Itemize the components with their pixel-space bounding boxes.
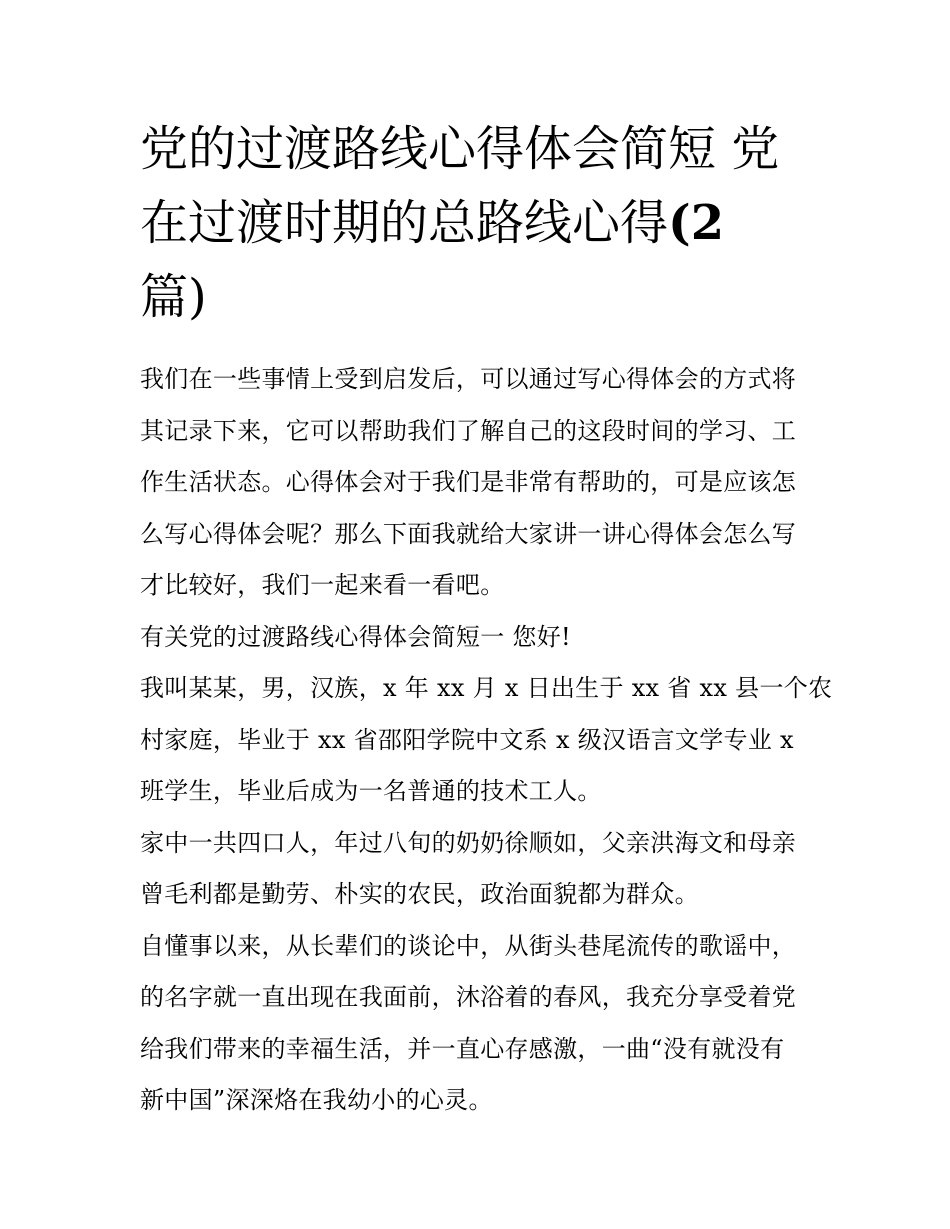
body-line-14: 给我们带来的幸福生活，并一直心存感激，一曲“没有就没有 — [140, 1034, 785, 1063]
body-line-5: 才比较好，我们一起来看一看吧。 — [140, 571, 505, 599]
title-line-2-text: 在过渡时期的总路线心得 — [140, 195, 669, 251]
document-title — [140, 112, 820, 334]
body-line-4: 么写心得体会呢？那么下面我就给大家讲一讲心得体会怎么写 — [140, 519, 797, 548]
body-line-9: 班学生，毕业后成为一名普通的技术工人。 — [140, 777, 602, 805]
title-line-2 — [140, 186, 820, 260]
body-line-15: 新中国”深深烙在我幼小的心灵。 — [140, 1086, 493, 1114]
title-line-2-suffix: (2 — [668, 195, 725, 251]
body-line-8: 村家庭，毕业于 xx 省邵阳学院中文系 x 级汉语言文学专业 x — [140, 725, 794, 754]
body-line-1: 我们在一些事情上受到启发后，可以通过写心得体会的方式将 — [140, 365, 797, 393]
body-line-7: 我叫某某，男，汉族，x 年 xx 月 x 日出生于 xx 省 xx 县一个农 — [140, 674, 833, 702]
body-line-13: 的名字就一直出现在我面前，沐浴着的春风，我充分享受着党 — [140, 983, 797, 1011]
body-line-3: 作生活状态。心得体会对于我们是非常有帮助的，可是应该怎 — [140, 468, 797, 496]
section-heading: 有关党的过渡路线心得体会简短一 您好! — [140, 622, 571, 651]
body-line-10: 家中一共四口人，年过八旬的奶奶徐顺如，父亲洪海文和母亲 — [140, 828, 797, 857]
document-body — [140, 354, 833, 1127]
title-line-3: 篇) — [140, 269, 207, 325]
body-line-11: 曾毛利都是勤劳、朴实的农民，政治面貌都为群众。 — [140, 880, 699, 908]
body-line-12: 自懂事以来，从长辈们的谈论中，从街头巷尾流传的歌谣中， — [140, 931, 797, 960]
body-line-2: 其记录下来，它可以帮助我们了解自己的这段时间的学习、工 — [140, 416, 797, 445]
title-line-1: 党的过渡路线心得体会简短 党 — [140, 121, 780, 177]
